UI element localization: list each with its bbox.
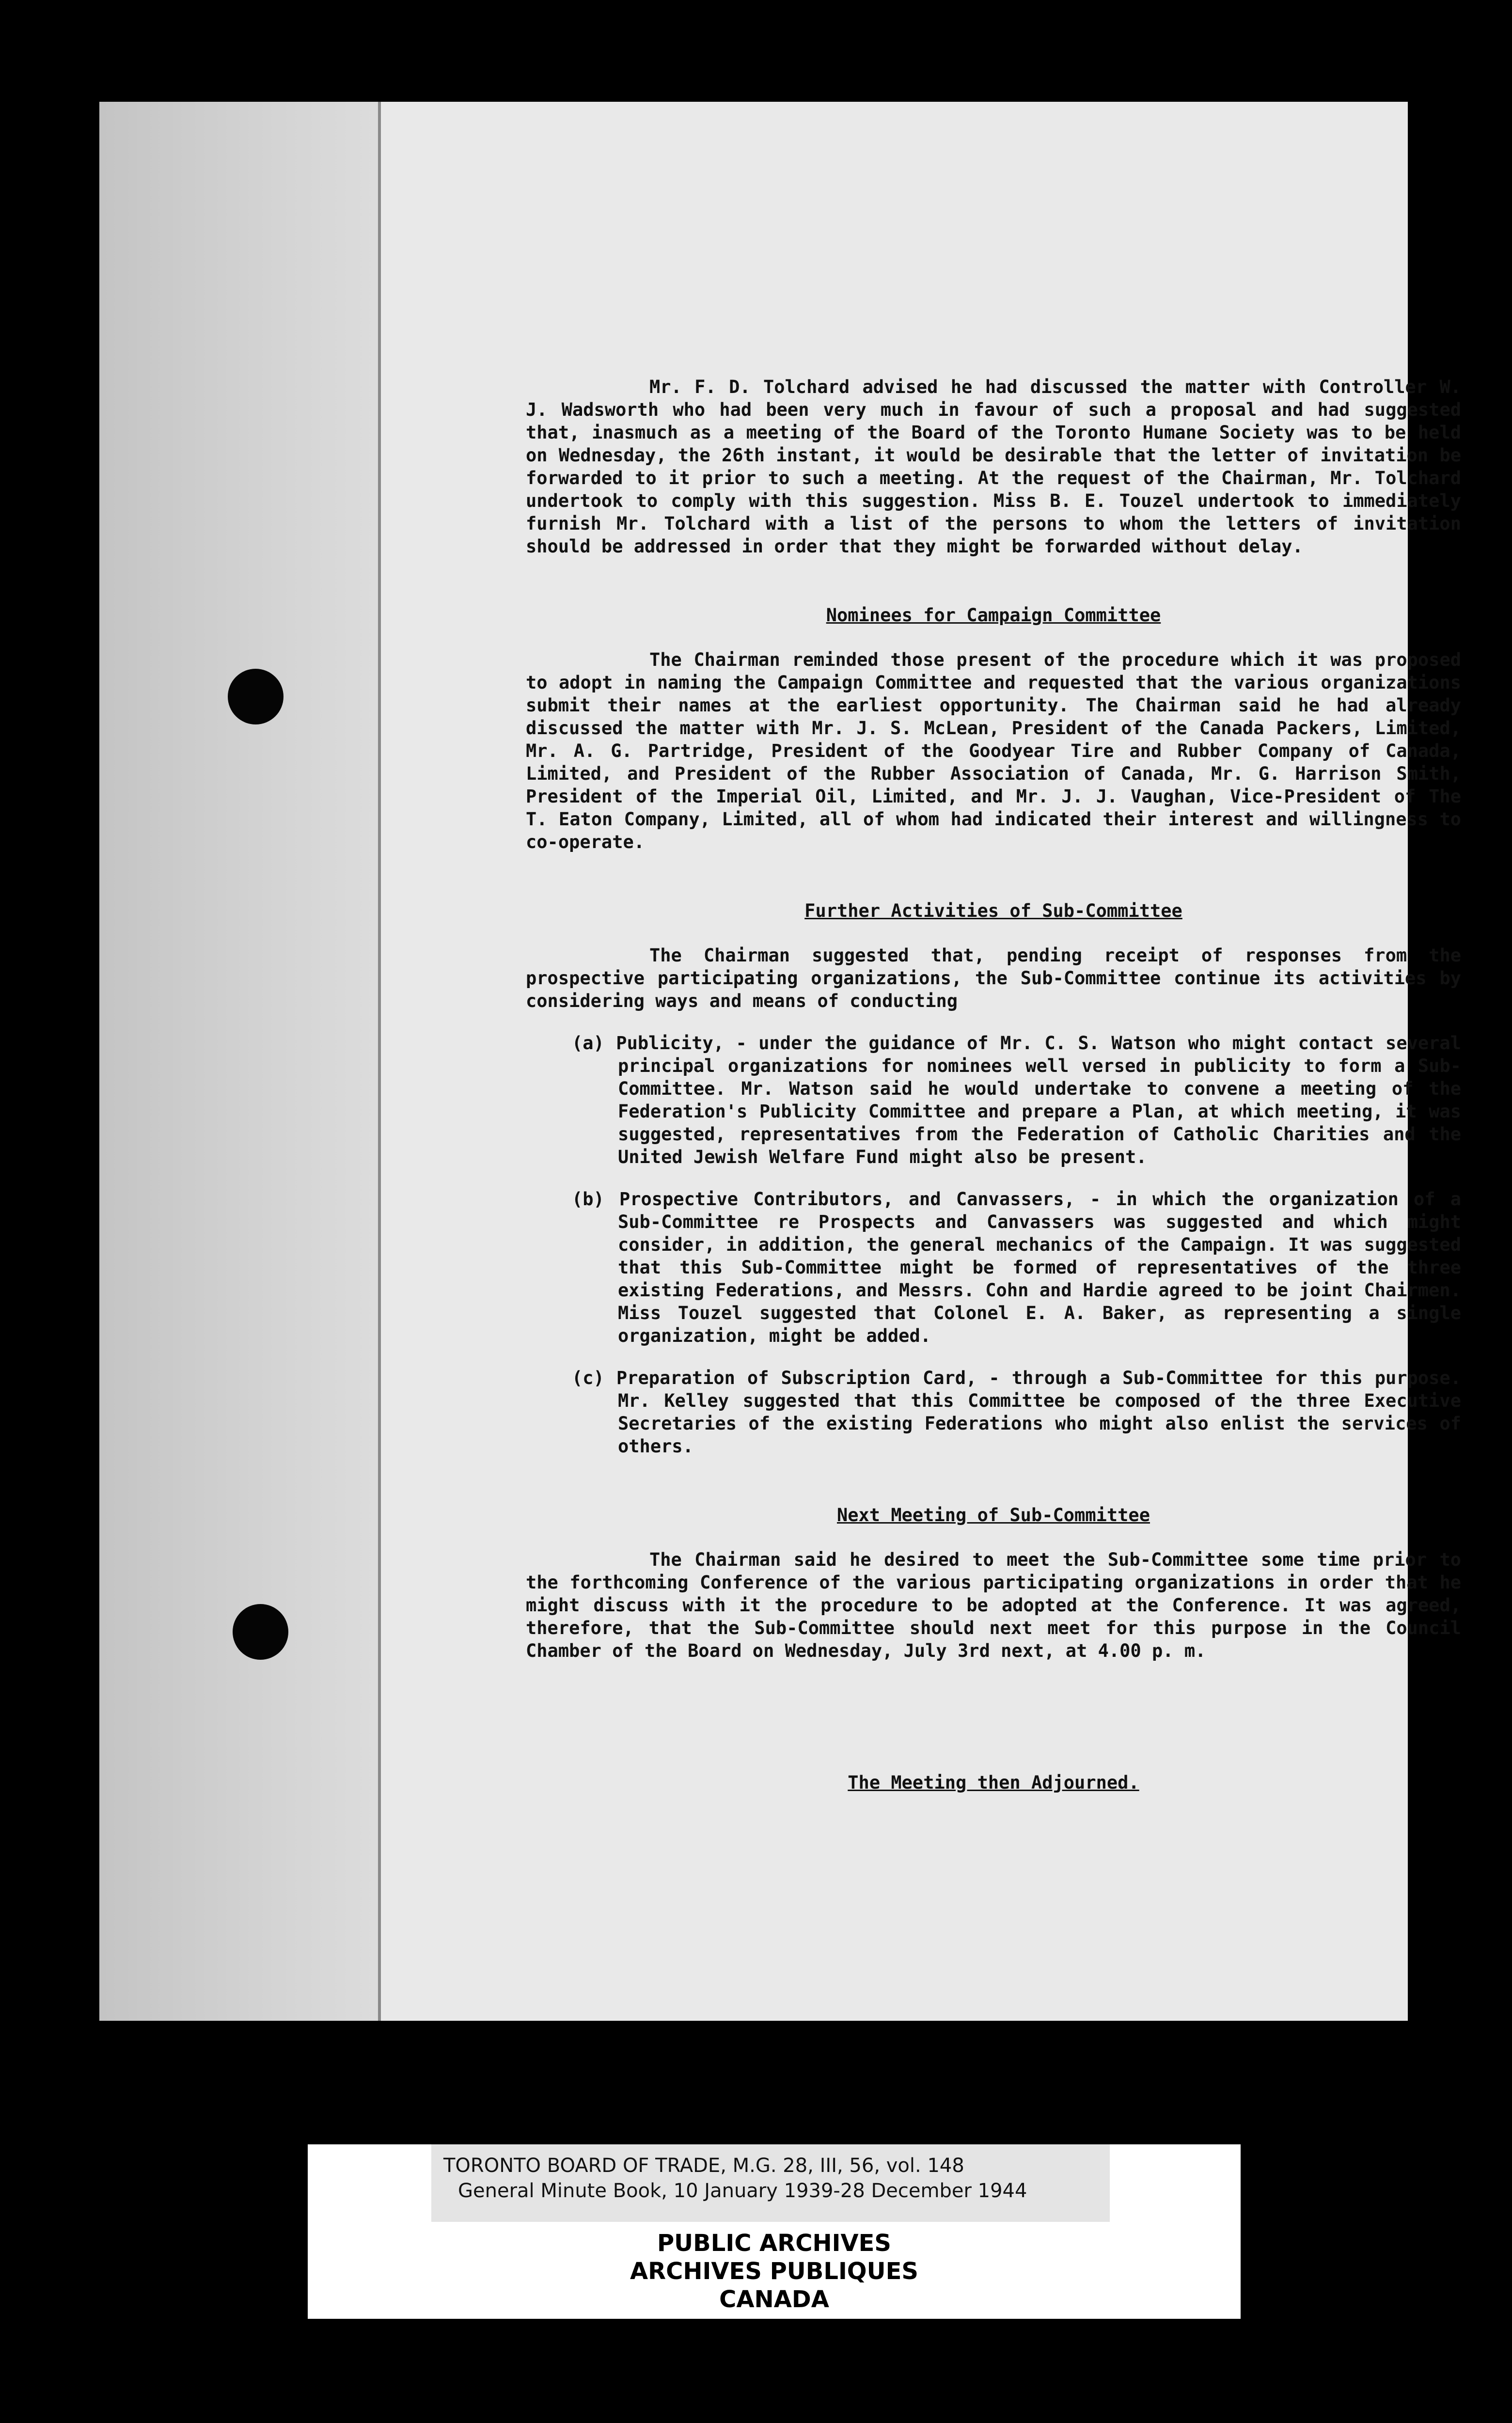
heading-further-activities: Further Activities of Sub-Committee	[804, 900, 1182, 921]
heading-nominees: Nominees for Campaign Committee	[826, 605, 1161, 626]
list-item-subscription-card: (c) Preparation of Subscription Card, - through a Sub-Committee for this purpose. Mr. Kelley suggested that this Committee be composed of the three Executive Secretaries of the existing Federations who might also enlist the services of others.	[572, 1368, 1461, 1457]
list-item-contributors: (b) Prospective Contributors, and Canvassers, - in which the organization of a Sub-Committee re Prospects and Canvassers was suggested and which might consider, in addition, the general mechanics of the Campaign. It was suggested that this Sub-Committee might be formed of representatives of the three existing Federations, and Messrs. Cohn and Hardie agreed to be joint Chairmen. Miss Touzel suggested that Colonel E. A. Baker, as representing a single organization, might be added.	[572, 1189, 1461, 1346]
punch-hole-top	[228, 669, 284, 724]
archive-stamp-line3: CANADA	[719, 2286, 829, 2313]
archive-stamp-line2: ARCHIVES PUBLIQUES	[630, 2258, 918, 2285]
archive-reference-line1: TORONTO BOARD OF TRADE, M.G. 28, III, 56, vol. 148	[443, 2155, 964, 2177]
paragraph-nominees: The Chairman reminded those present of the procedure which it was proposed to adopt in naming the Campaign Committee and requested that the various organizations submit their names at the earliest opportunity. The Chairman said he had already discussed the matter with Mr. J. S. McLean, President of the Canada Packers, Limited, Mr. A. G. Partridge, President of the Goodyear Tire and Rubber Company of Canada, Limited, and President of the Rubber Association of Canada, Mr. G. Harrison Smith, President of the Imperial Oil, Limited, and Mr. J. J. Vaughan, Vice-President of The T. Eaton Company, Limited, all of whom had indicated their interest and willingness to co-operate.	[526, 649, 1461, 852]
minutes-text	[526, 376, 1461, 1794]
archive-stamp-line1: PUBLIC ARCHIVES	[657, 2230, 891, 2257]
meeting-adjourned: The Meeting then Adjourned.	[848, 1772, 1139, 1793]
archive-reference-line2: General Minute Book, 10 January 1939-28 December 1944	[458, 2180, 1027, 2202]
archive-reference	[431, 2144, 1110, 2222]
heading-next-meeting: Next Meeting of Sub-Committee	[836, 1505, 1150, 1526]
archive-label	[308, 2144, 1241, 2319]
page-left-margin	[99, 102, 378, 2021]
list-item-publicity: (a) Publicity, - under the guidance of Mr. C. S. Watson who might contact several principal organizations for nominees well versed in publicity to form a Sub-Committee. Mr. Watson said he would undertake to convene a meeting of the Federation's Publicity Committee and prepare a Plan, at which meeting, it was suggested, representatives from the Federation of Catholic Charities and the United Jewish Welfare Fund might also be present.	[572, 1033, 1461, 1167]
scanned-page	[99, 102, 1461, 2021]
punch-hole-bottom	[233, 1604, 288, 1660]
paragraph-further-activities: The Chairman suggested that, pending receipt of responses from the prospective participating organizations, the Sub-Committee continue its activities by considering ways and means of conducting	[526, 945, 1461, 1011]
paragraph-tolchard: Mr. F. D. Tolchard advised he had discussed the matter with Controller W. J. Wadsworth who had been very much in favour of such a proposal and had suggested that, inasmuch as a meeting of the Board of the Toronto Humane Society was to be held on Wednesday, the 26th instant, it would be desirable that the letter of invitation be forwarded to it prior to such a meeting. At the request of the Chairman, Mr. Tolchard undertook to comply with this suggestion. Miss B. E. Touzel undertook to immediately furnish Mr. Tolchard with a list of the persons to whom the letters of invitation should be addressed in order that they might be forwarded without delay.	[526, 377, 1461, 557]
archive-stamp	[308, 2229, 1241, 2313]
paragraph-next-meeting: The Chairman said he desired to meet the Sub-Committee some time prior to the forthcoming Conference of the various participating organizations in order that he might discuss with it the procedure to be adopted at the Conference. It was agreed, therefore, that the Sub-Committee should next meet for this purpose in the Council Chamber of the Board on Wednesday, July 3rd next, at 4.00 p. m.	[526, 1549, 1461, 1661]
